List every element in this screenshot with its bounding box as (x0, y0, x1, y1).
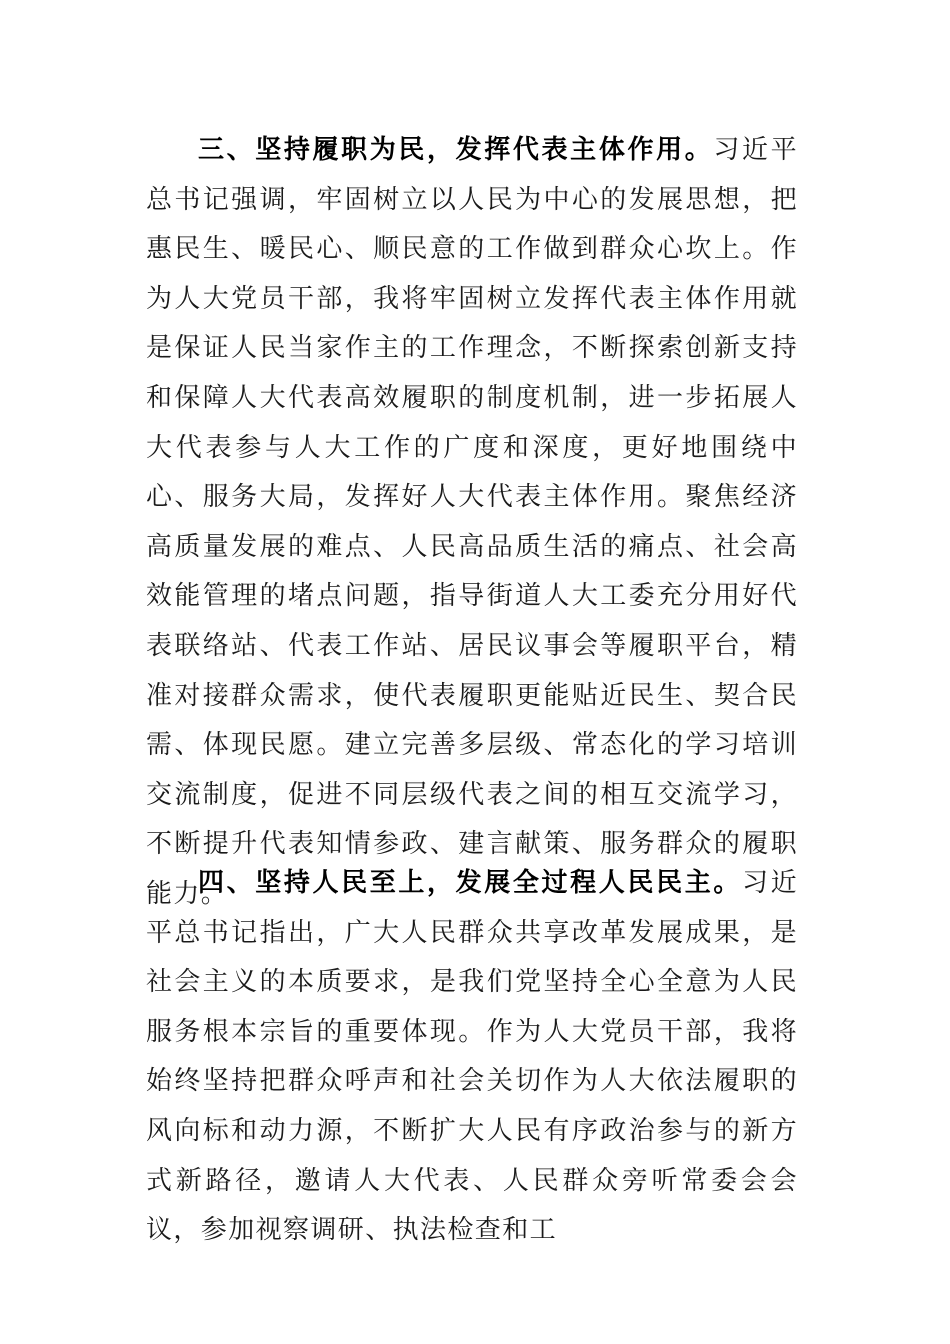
paragraph-three (146, 126, 798, 920)
paragraph-three-heading: 三、坚持履职为民，发挥代表主体作用。 (198, 135, 714, 165)
paragraph-four-heading: 四、坚持人民至上，发展全过程人民民主。 (198, 868, 742, 898)
paragraph-four-body: 习近平总书记指出，广大人民群众共享改革发展成果，是社会主义的本质要求，是我们党坚持全心全意为人民服务根本宗旨的重要体现。作为人大党员干部，我将始终坚持把群众呼声和社会关切作为人大依法履职的风向标和动力源，不断扩大人民有序政治参与的新方式新路径，邀请人大代表、人民群众旁听常委会会议，参加视察调研、执法检查和工 (146, 868, 798, 1246)
paragraph-three-body: 习近平总书记强调，牢固树立以人民为中心的发展思想，把惠民生、暖民心、顺民意的工作做到群众心坎上。作为人大党员干部，我将牢固树立发挥代表主体作用就是保证人民当家作主的工作理念，不断探索创新支持和保障人大代表高效履职的制度机制，进一步拓展人大代表参与人大工作的广度和深度，更好地围绕中心、服务大局，发挥好人大代表主体作用。聚焦经济高质量发展的难点、人民高品质生活的痛点、社会高效能管理的堵点问题，指导街道人大工委充分用好代表联络站、代表工作站、居民议事会等履职平台，精准对接群众需求，使代表履职更能贴近民生、契合民需、体现民愿。建立完善多层级、常态化的学习培训交流制度，促进不同层级代表之间的相互交流学习，不断提升代表知情参政、建言献策、服务群众的履职能力。 (146, 135, 799, 909)
paragraph-four (146, 859, 798, 1256)
